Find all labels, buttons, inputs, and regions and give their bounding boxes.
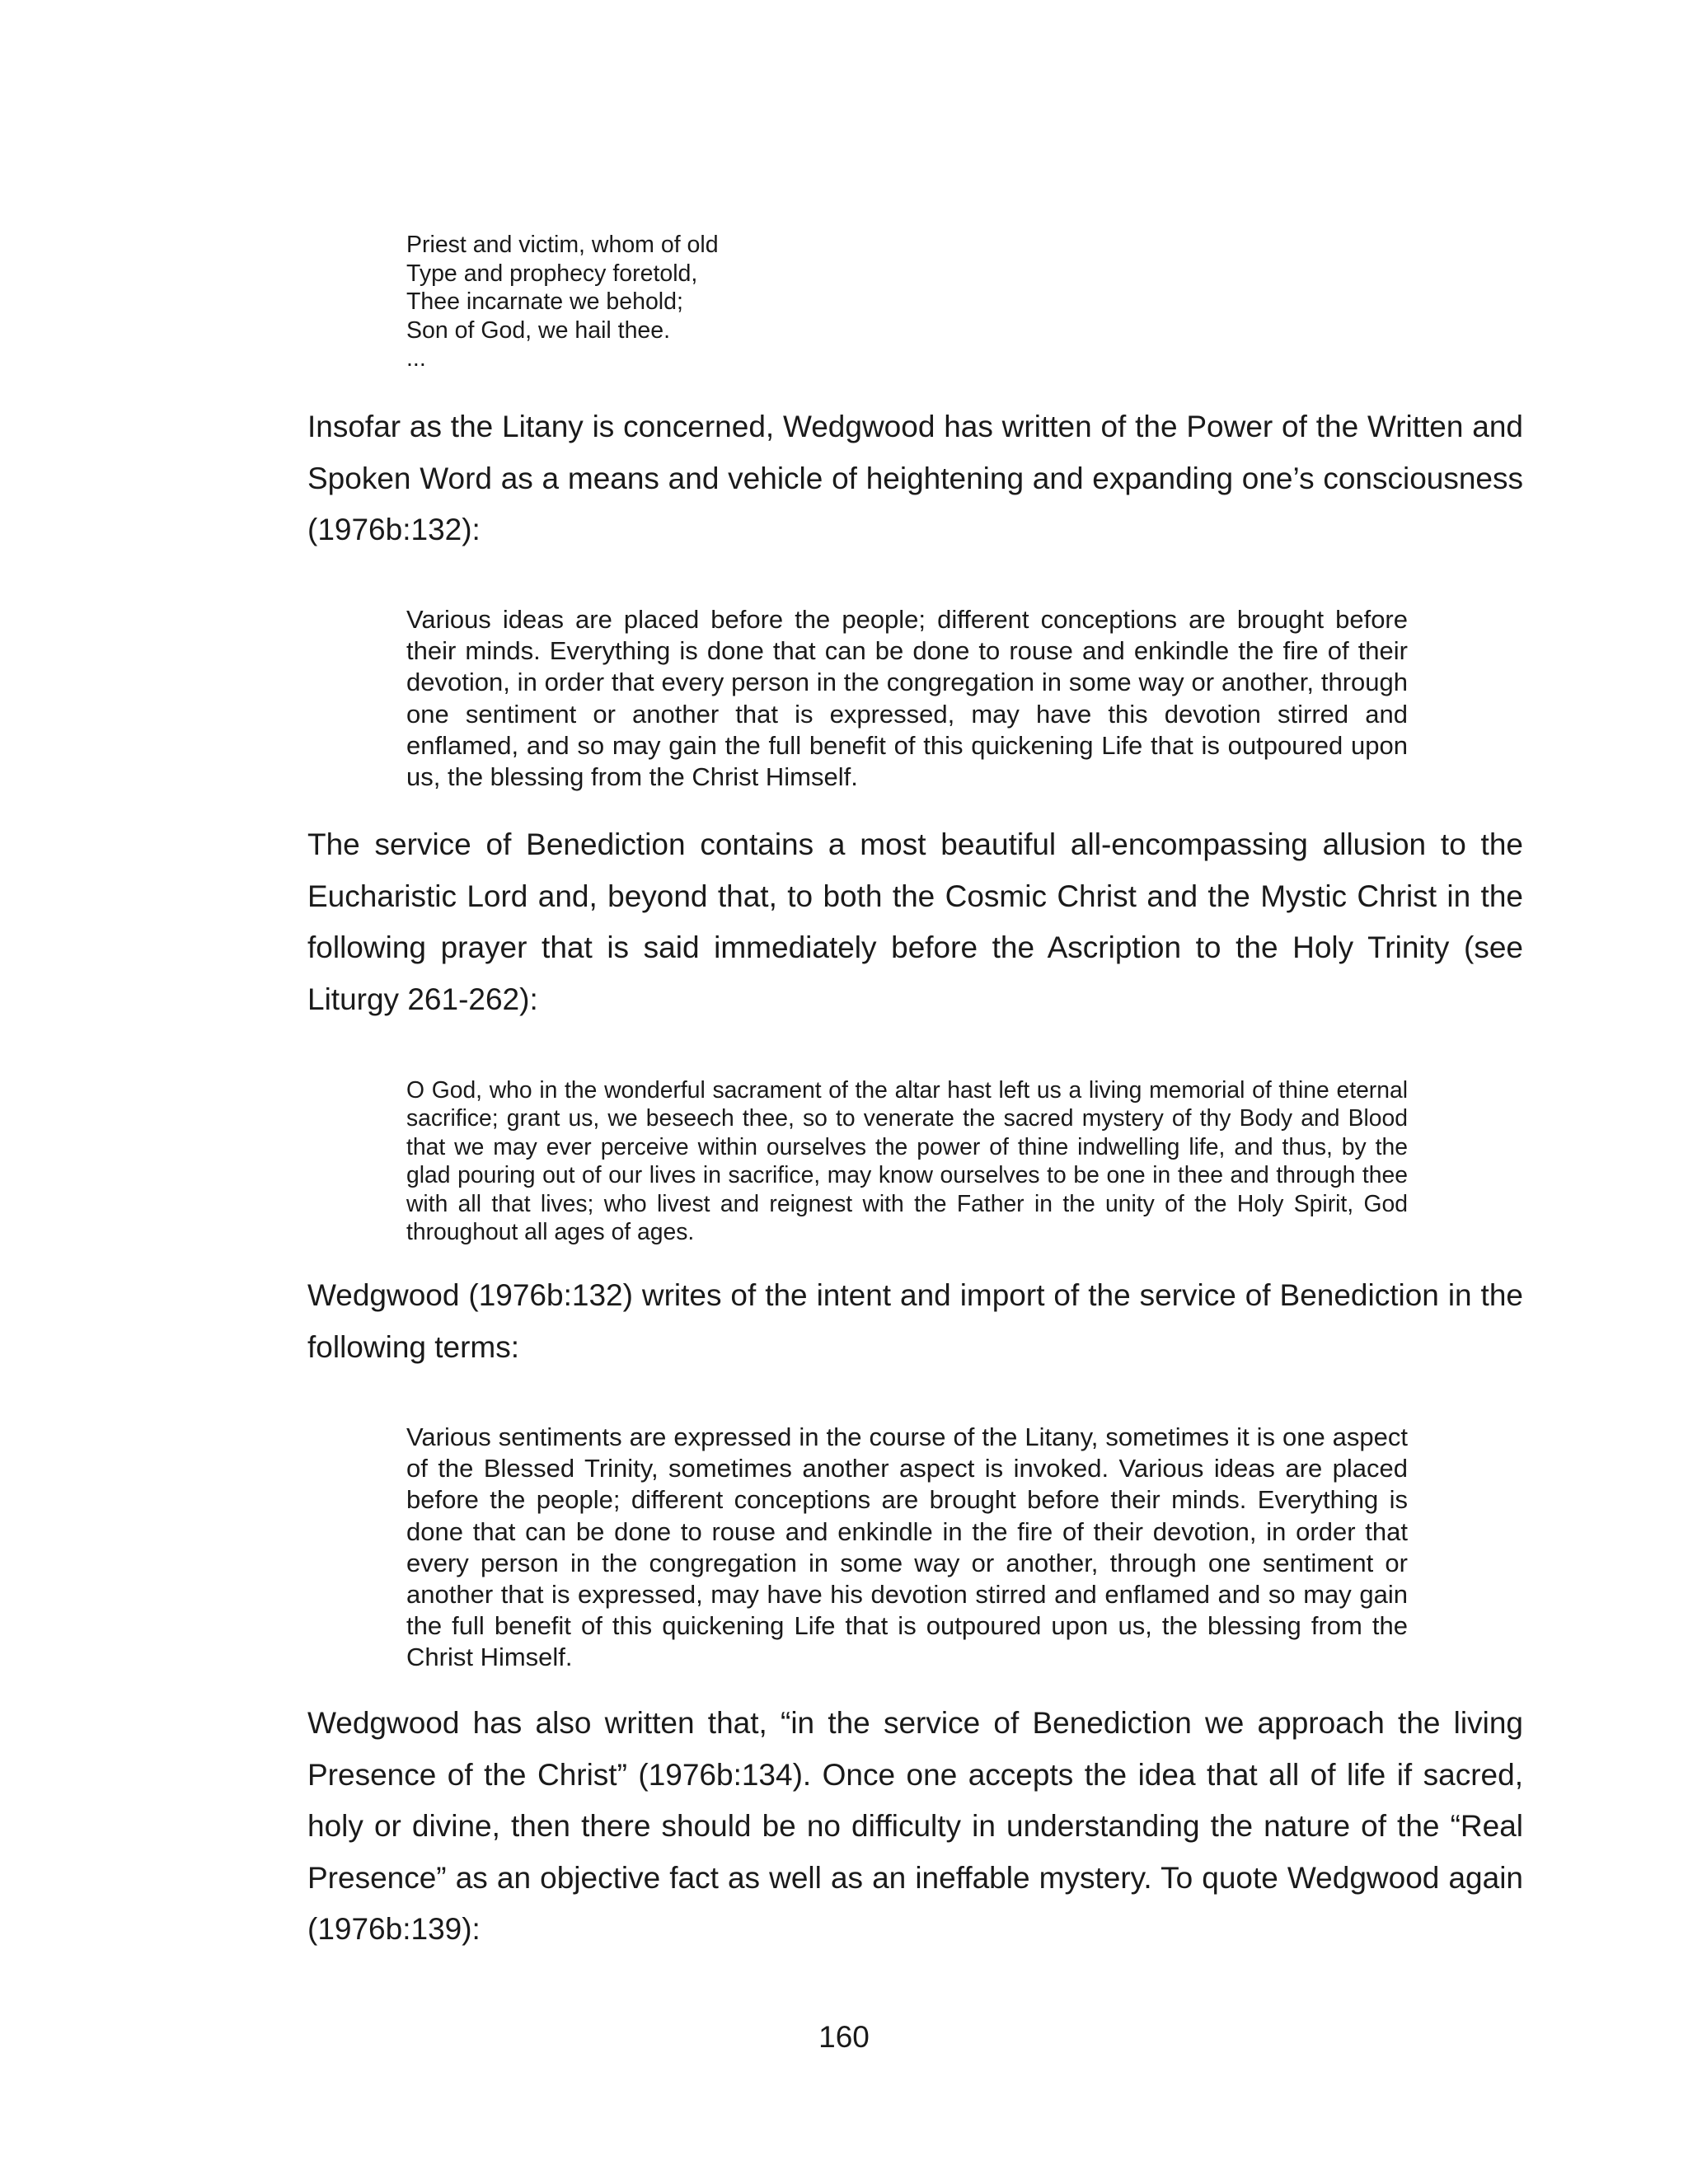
page-number: 160	[818, 2020, 870, 2054]
hymn-verse	[406, 231, 983, 373]
verse-line: Type and prophecy foretold,	[406, 260, 698, 287]
verse-line: Son of God, we hail thee.	[406, 316, 671, 344]
body-paragraph-presence: Wedgwood has also written that, “in the service of Benediction we approach the living Presence of the Christ” (1976b:134). Once one accepts the idea that all of life if sacred, holy or divine, then there should be no difficulty in understanding the nature of the “Real Presence” as an objective fact as well as an ineffable mystery. To quote Wedgwood again (1976b:139):	[307, 1706, 1523, 1946]
verse-line: Priest and victim, whom of old	[406, 232, 719, 258]
verse-line: Thee incarnate we behold;	[406, 288, 683, 316]
block-quote-sentiments: Various sentiments are expressed in the course of the Litany, sometimes it is one aspect of the Blessed Trinity, sometimes another aspect is invoked. Various ideas are placed before the people; different conceptions are brought before their minds. Everything is done that can be done to rouse and enkindle in the fire of their devotion, in order that every person in the congregation in some way or another, through one sentiment or another that is expressed, may have his devotion stirred and enflamed and so may gain the full benefit of this quickening Life that is outpoured upon us, the blessing from the Christ Himself.	[406, 1422, 1408, 1672]
body-paragraph-benediction: The service of Benediction contains a most beautiful all-encompassing allusion to the Eucharistic Lord and, beyond that, to both the Cosmic Christ and the Mystic Christ in the following prayer that is said immediately before the Ascription to the Holy Trinity (see Liturgy 261-262):	[307, 827, 1523, 1016]
block-quote-prayer: O God, who in the wonderful sacrament of the altar hast left us a living memorial of thine eternal sacrifice; grant us, we beseech thee, so to venerate the sacred mystery of thy Body and Blood that we may ever perceive within ourselves the power of thine indwelling life, and thus, by the glad pouring out of our lives in sacrifice, may know ourselves to be one in thee and through thee with all that lives; who livest and reignest with the Father in the unity of the Holy Spirit, God throughout all ages of ages.	[406, 1076, 1408, 1245]
body-paragraph-intent: Wedgwood (1976b:132) writes of the intent and import of the service of Benediction in the following terms:	[307, 1278, 1523, 1364]
body-paragraph-litany: Insofar as the Litany is concerned, Wedgwood has written of the Power of the Written and Spoken Word as a means and vehicle of heightening and expanding one’s consciousness (1976b:132):	[307, 410, 1523, 546]
verse-ellipsis: ...	[406, 345, 426, 373]
block-quote-litany: Various ideas are placed before the people; different conceptions are brought before their minds. Everything is done that can be done to rouse and enkindle the fire of their devotion, in order that every person in the congregation in some way or another, through one sentiment or another that is expressed, may have this devotion stirred and enflamed, and so may gain the full benefit of this quickening Life that is outpoured upon us, the blessing from the Christ Himself.	[406, 605, 1408, 792]
